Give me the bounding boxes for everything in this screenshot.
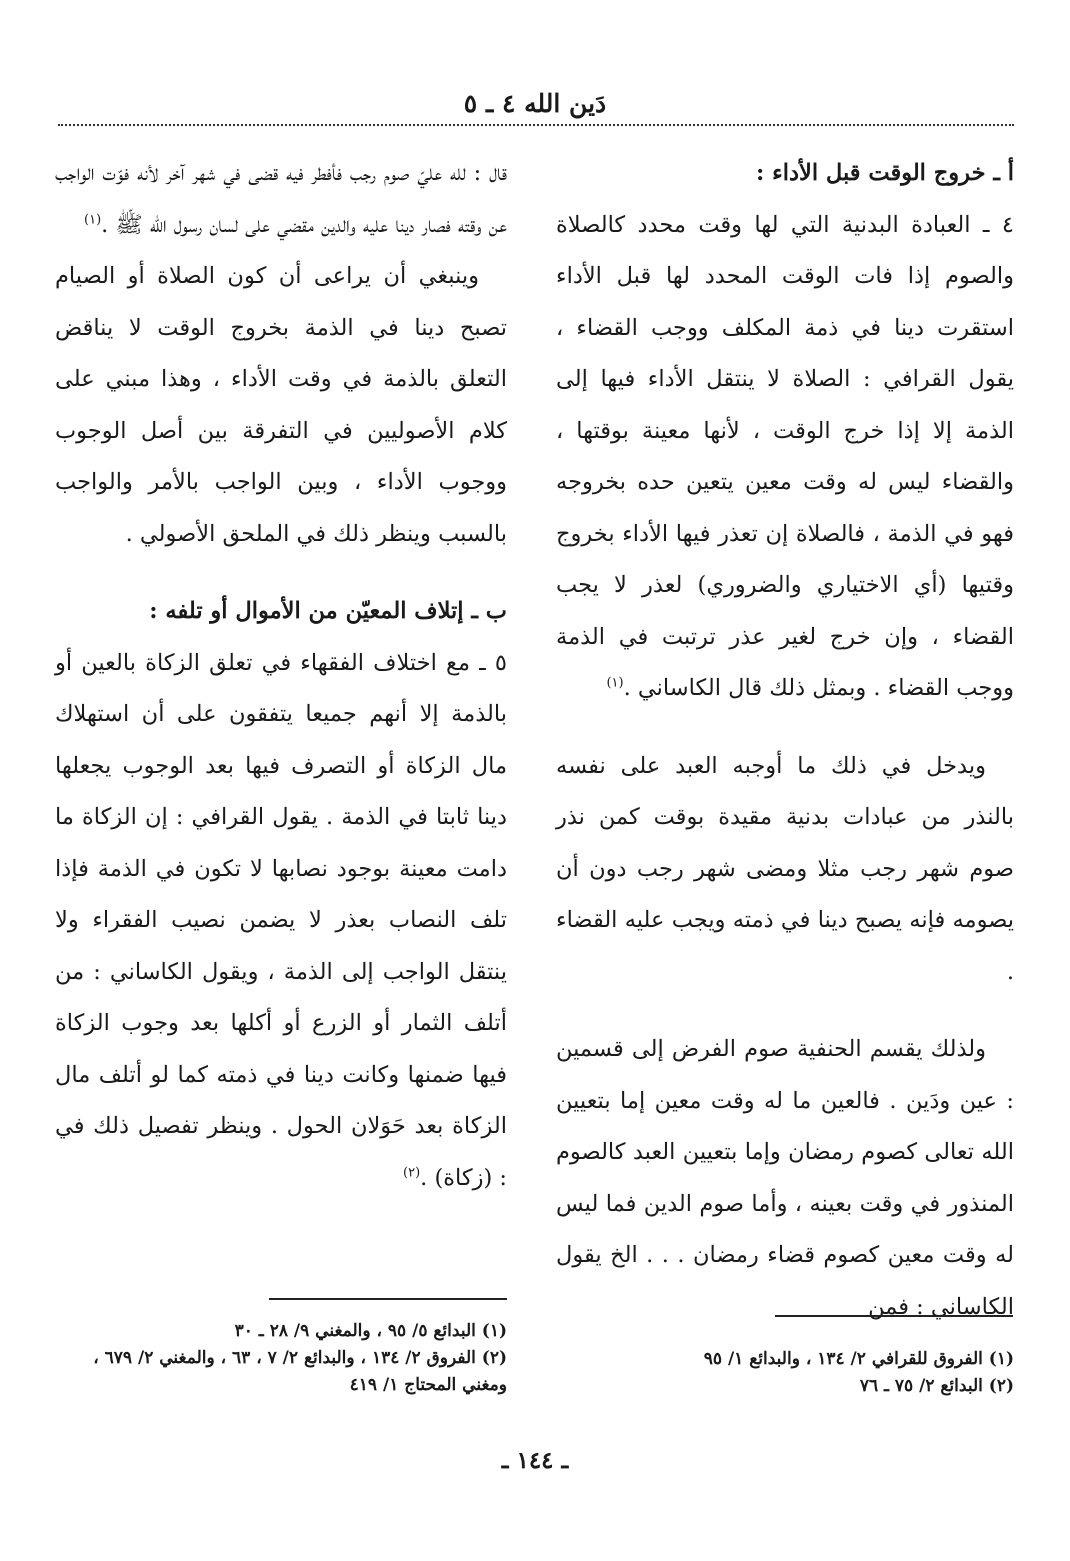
paragraph-usuli: وينبغي أن يراعى أن كون الصلاة أو الصيام تصبح دينا في الذمة بخروج الوقت لا يناقض التعلق بالذمة في وقت الأداء ، وهذا مبني على كلام الأصوليين في التفرقة بين أصل الوجوب ووجوب الأداء ، وبين الواجب بالأمر والواجب بالسبب وينظر ذلك في الملحق الأصولي . [55, 263, 507, 547]
paragraph-4 [556, 200, 1014, 715]
footnote-item: (١) الفروق للقرافي ٢/ ١٣٤ ، والبدائع ١/ ٩٥ [703, 1349, 1014, 1369]
right-text-column [556, 148, 1014, 1333]
footnote-ref: (١) [84, 212, 102, 227]
footnotes-left [55, 1318, 507, 1399]
spacer [556, 715, 1014, 741]
paragraph-hanafi [556, 1024, 1014, 1333]
paragraph-continuation-text: قال : لله عليّ صوم رجب فأفطر فيه قضى في شهر آخر لأنه فوّت الواجب عن وقته فصار دينا عليه والدين مقضي على لسان رسول الله ﷺ . [55, 160, 507, 238]
spacer [55, 560, 507, 586]
header-dotted-divider [58, 124, 1014, 126]
paragraph-vow: ويدخل في ذلك ما أوجبه العبد على نفسه بالنذر من عبادات بدنية مقيدة بوقت كمن نذر صوم شهر رجب مثلا ومضى شهر رجب دون أن يصومه فإنه يصبح دينا في ذمته ويجب عليه القضاء . [556, 752, 1014, 985]
footnote-ref: (٢) [403, 1165, 421, 1180]
section-heading-b: ب ـ إتلاف المعيّن من الأموال أو تلفه : [149, 598, 507, 624]
page-number: ـ ١٤٤ ـ [501, 1447, 569, 1474]
footnote-item: (١) البدائع ٥/ ٩٥ ، والمغني ٩/ ٢٨ ـ ٣٠ [234, 1321, 507, 1341]
paragraph-hanafi-text: ولذلك يقسم الحنفية صوم الفرض إلى قسمين : عين ودَين . فالعين ما له وقت معين إما بتعيين الله تعالى كصوم رمضان وإما بتعيين العبد كالصوم المنذور في وقت بعينه ، وأما صوم الدين فما ليس له وقت معين كصوم قضاء رمضان . . . الخ يقول الكاساني : فمن [556, 1036, 1014, 1320]
spacer [556, 998, 1014, 1024]
section-heading-a: أ ـ خروج الوقت قبل الأداء : [756, 160, 1014, 186]
footnote-ref: (١) [606, 675, 624, 691]
paragraph-5-text: ٥ ـ مع اختلاف الفقهاء في تعلق الزكاة بالعين أو بالذمة إلا أنهم جميعا يتفقون على أن استهلاك مال الزكاة أو التصرف فيها بعد الوجوب يجعلها دينا ثابتا في الذمة . يقول القرافي : إن الزكاة ما دامت معينة بوجود نصابها لا تكون في الذمة فإذا تلف النصاب بعذر لا يضمن نصيب الفقراء ولا ينتقل الواجب إلى الذمة ، ويقول الكاساني : من أتلف الثمار أو الزرع أو أكلها بعد وجوب الزكاة فيها ضمنها وكانت دينا في ذمته كما لو أتلف مال الزكاة بعد حَوَلان الحول . وينظر تفصيل ذلك في : (زكاة) . [55, 649, 507, 1191]
footnotes-right [556, 1346, 1014, 1400]
footnote-item: (٢) البدائع ٢/ ٧٥ ـ ٧٦ [859, 1376, 1014, 1396]
footnote-divider-right [775, 1315, 1013, 1317]
left-text-column [55, 148, 507, 1204]
running-header: دَين الله ٤ ـ ٥ [463, 89, 607, 118]
paragraph-5 [55, 638, 507, 1205]
footnote-item: (٢) الفروق ٢/ ١٣٤ ، والبدائع ٢/ ٧ ، ٦٣ ، والمغني ٢/ ٦٧٩ ، ومغني المحتاج ١/ ٤١٩ [93, 1348, 507, 1395]
paragraph-continuation [55, 148, 507, 251]
footnote-divider-left [269, 1298, 507, 1300]
paragraph-4-text: ٤ ـ العبادة البدنية التي لها وقت محدد كالصلاة والصوم إذا فات الوقت المحدد لها قبل الأداء استقرت دينا في ذمة المكلف ووجب القضاء ، يقول القرافي : الصلاة لا ينتقل الأداء فيها إلى الذمة إلا إذا خرج الوقت ، لأنها معينة بوقتها ، والقضاء ليس له وقت معين يتعين حده بخروجه فهو في الذمة ، فالصلاة إن تعذر فيها الأداء بخروج وقتيها (أي الاختياري والضروري) لعذر لا يجب القضاء ، وإن خرج لغير عذر ترتبت في الذمة ووجب القضاء . وبمثل ذلك قال الكاساني . [556, 211, 1014, 701]
